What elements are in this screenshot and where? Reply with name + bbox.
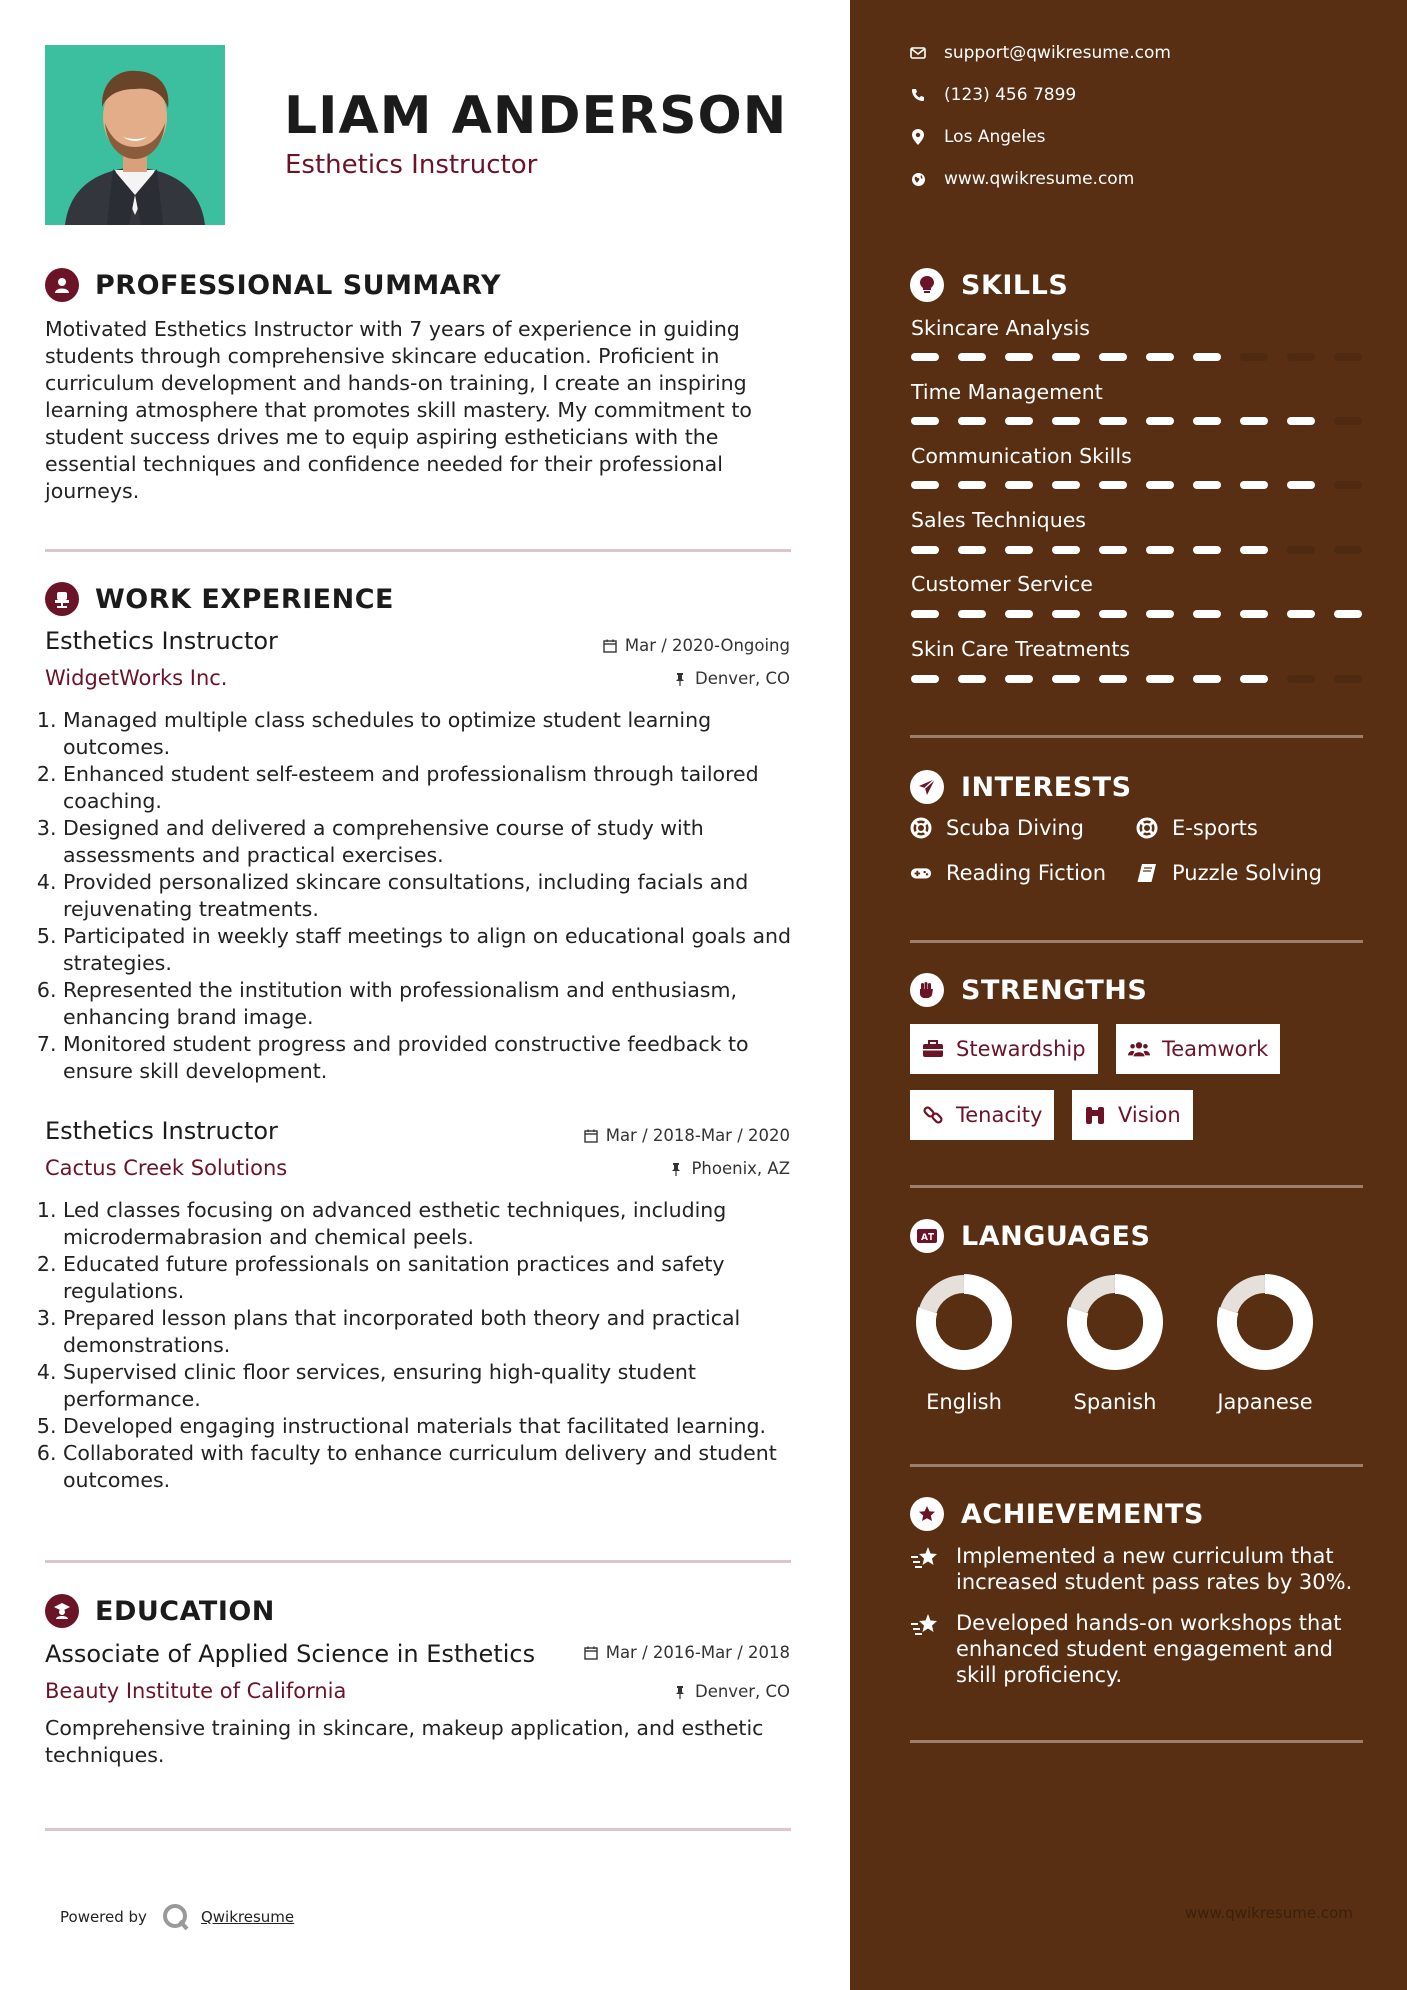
skill-dash-filled bbox=[1193, 417, 1221, 425]
divider bbox=[45, 1828, 791, 1831]
strength-label: Teamwork bbox=[1162, 1037, 1269, 1061]
pin-icon bbox=[673, 1685, 687, 1699]
skill-meter bbox=[911, 546, 1362, 554]
skill-meter bbox=[911, 675, 1362, 683]
language-ring-center bbox=[1087, 1294, 1143, 1350]
company-name: WidgetWorks Inc. bbox=[45, 666, 228, 690]
powered-by-label: Powered by bbox=[60, 1908, 147, 1926]
skill-dash-filled bbox=[1099, 675, 1127, 683]
achievements-heading bbox=[910, 1497, 1204, 1531]
interest-item bbox=[910, 816, 1084, 840]
website-text: www.qwikresume.com bbox=[944, 169, 1135, 189]
skill-dash-empty bbox=[1334, 417, 1362, 425]
job-dates-text: Mar / 2020-Ongoing bbox=[624, 636, 790, 655]
skill-dash-filled bbox=[1334, 610, 1362, 618]
contact-phone[interactable] bbox=[910, 85, 1076, 105]
skill-dash-filled bbox=[1099, 610, 1127, 618]
skill-meter bbox=[911, 481, 1362, 489]
experience-title: WORK EXPERIENCE bbox=[95, 583, 394, 615]
skill-dash-filled bbox=[1240, 675, 1268, 683]
education-title: EDUCATION bbox=[95, 1595, 275, 1627]
skill-dash-filled bbox=[958, 546, 986, 554]
skill-dash-filled bbox=[1146, 481, 1174, 489]
interest-item bbox=[1136, 816, 1258, 840]
contact-location bbox=[910, 127, 1046, 147]
achievement-text: Developed hands-on workshops that enhanced student engagement and skill proficiency. bbox=[956, 1611, 1342, 1687]
skill-dash-filled bbox=[1240, 481, 1268, 489]
user-icon bbox=[45, 268, 79, 302]
education-location-text: Denver, CO bbox=[694, 1682, 790, 1701]
divider bbox=[910, 1740, 1363, 1743]
lifebuoy-icon bbox=[1136, 817, 1158, 839]
education-dates-text: Mar / 2016-Mar / 2018 bbox=[605, 1643, 790, 1662]
users-icon bbox=[1128, 1038, 1150, 1060]
job-location bbox=[673, 669, 790, 688]
company-name: Cactus Creek Solutions bbox=[45, 1156, 288, 1180]
language-label: English bbox=[926, 1390, 1002, 1414]
skill-dash-empty bbox=[1334, 353, 1362, 361]
strength-chip bbox=[910, 1090, 1054, 1140]
skill-dash-filled bbox=[1005, 481, 1033, 489]
skill-dash-filled bbox=[1099, 481, 1127, 489]
language-label: Japanese bbox=[1217, 1390, 1313, 1414]
list-item: 6. Represented the institution with professionalism and enthusiasm, enhancing brand image. bbox=[63, 977, 813, 1031]
shooting-star-icon bbox=[910, 1612, 940, 1640]
language-ring bbox=[1065, 1272, 1165, 1372]
skill-dash-filled bbox=[911, 353, 939, 361]
language-ring-center bbox=[1237, 1294, 1293, 1350]
powered-by bbox=[60, 1902, 294, 1932]
language-ring-center bbox=[936, 1294, 992, 1350]
skill-meter bbox=[911, 417, 1362, 425]
job-location-text: Denver, CO bbox=[694, 669, 790, 688]
book-icon bbox=[1136, 862, 1158, 884]
skill-dash-empty bbox=[1334, 675, 1362, 683]
summary-title: PROFESSIONAL SUMMARY bbox=[95, 269, 502, 301]
list-item: 2. Educated future professionals on sanitation practices and safety regulations. bbox=[63, 1251, 813, 1305]
interest-label: Puzzle Solving bbox=[1172, 861, 1322, 885]
candidate-name: LIAM ANDERSON bbox=[284, 86, 788, 146]
language-ring bbox=[1215, 1272, 1315, 1372]
skill-name: Skin Care Treatments bbox=[911, 637, 1131, 661]
skill-dash-empty bbox=[1287, 353, 1315, 361]
strength-label: Vision bbox=[1118, 1103, 1181, 1127]
list-item: 4. Provided personalized skincare consultations, including facials and rejuvenating treatments. bbox=[63, 869, 813, 923]
list-item: 3. Prepared lesson plans that incorporated both theory and practical demonstrations. bbox=[63, 1305, 813, 1359]
job-title: Esthetics Instructor bbox=[45, 627, 278, 655]
paper-plane-icon bbox=[910, 770, 944, 804]
education-dates bbox=[584, 1643, 790, 1662]
achievements-title: ACHIEVEMENTS bbox=[961, 1498, 1204, 1530]
skill-dash-filled bbox=[958, 417, 986, 425]
skill-dash-filled bbox=[1240, 546, 1268, 554]
globe-icon bbox=[910, 171, 926, 187]
skill-dash-empty bbox=[1240, 353, 1268, 361]
strength-label: Tenacity bbox=[956, 1103, 1043, 1127]
skill-dash-filled bbox=[1052, 353, 1080, 361]
skill-dash-filled bbox=[1146, 353, 1174, 361]
skill-dash-empty bbox=[1334, 481, 1362, 489]
school-name: Beauty Institute of California bbox=[45, 1679, 347, 1703]
fist-icon bbox=[910, 973, 944, 1007]
contact-website[interactable] bbox=[910, 169, 1134, 189]
skill-dash-filled bbox=[1146, 417, 1174, 425]
shooting-star-icon bbox=[910, 1545, 940, 1573]
pin-icon bbox=[673, 672, 687, 686]
calendar-icon bbox=[603, 639, 617, 653]
experience-heading bbox=[45, 582, 394, 616]
strength-chip bbox=[1116, 1024, 1280, 1074]
list-item: 5. Participated in weekly staff meetings to align on educational goals and strategies. bbox=[63, 923, 813, 977]
degree-title: Associate of Applied Science in Esthetics bbox=[45, 1640, 536, 1668]
email-text: support@qwikresume.com bbox=[944, 43, 1171, 63]
skill-dash-filled bbox=[1052, 546, 1080, 554]
skill-dash-filled bbox=[911, 481, 939, 489]
binoculars-icon bbox=[1084, 1104, 1106, 1126]
language-item bbox=[1040, 1272, 1190, 1414]
divider bbox=[910, 1464, 1363, 1467]
skill-dash-filled bbox=[1240, 417, 1268, 425]
skill-dash-filled bbox=[1193, 546, 1221, 554]
list-item: 7. Monitored student progress and provided constructive feedback to ensure skill development. bbox=[63, 1031, 813, 1085]
graduate-icon bbox=[45, 1594, 79, 1628]
skill-dash-filled bbox=[1287, 481, 1315, 489]
skill-dash-filled bbox=[958, 675, 986, 683]
job-title: Esthetics Instructor bbox=[45, 1117, 278, 1145]
skill-dash-filled bbox=[958, 610, 986, 618]
education-location bbox=[673, 1682, 790, 1701]
strength-chip bbox=[1072, 1090, 1193, 1140]
link-icon bbox=[922, 1104, 944, 1126]
profile-photo bbox=[45, 45, 225, 225]
list-item: 5. Developed engaging instructional materials that facilitated learning. bbox=[63, 1413, 813, 1440]
skill-dash-filled bbox=[958, 481, 986, 489]
summary-heading bbox=[45, 268, 501, 302]
skill-name: Communication Skills bbox=[911, 444, 1132, 468]
calendar-icon bbox=[584, 1646, 598, 1660]
skill-dash-empty bbox=[1287, 546, 1315, 554]
education-heading bbox=[45, 1594, 275, 1628]
skill-name: Sales Techniques bbox=[911, 508, 1086, 532]
achievement-item bbox=[910, 1543, 1360, 1595]
lightbulb-icon bbox=[910, 268, 944, 302]
skill-dash-filled bbox=[1005, 417, 1033, 425]
skill-dash-empty bbox=[1287, 675, 1315, 683]
translate-icon bbox=[910, 1219, 944, 1253]
skill-dash-filled bbox=[1099, 417, 1127, 425]
skill-dash-filled bbox=[958, 353, 986, 361]
skill-dash-filled bbox=[1240, 610, 1268, 618]
skill-dash-filled bbox=[1052, 417, 1080, 425]
skill-name: Time Management bbox=[911, 380, 1103, 404]
skill-dash-filled bbox=[1287, 610, 1315, 618]
skill-dash-filled bbox=[1052, 610, 1080, 618]
skill-dash-filled bbox=[1005, 675, 1033, 683]
skill-dash-filled bbox=[1146, 675, 1174, 683]
calendar-icon bbox=[584, 1129, 598, 1143]
list-item: 6. Collaborated with faculty to enhance curriculum delivery and student outcomes. bbox=[63, 1440, 813, 1494]
skill-dash-filled bbox=[1193, 675, 1221, 683]
skill-dash-filled bbox=[911, 675, 939, 683]
skill-dash-filled bbox=[1005, 353, 1033, 361]
language-ring bbox=[914, 1272, 1014, 1372]
skill-dash-filled bbox=[1193, 481, 1221, 489]
skill-dash-filled bbox=[911, 546, 939, 554]
briefcase-icon bbox=[922, 1038, 944, 1060]
footer-website: www.qwikresume.com bbox=[1185, 1904, 1353, 1922]
language-item bbox=[889, 1272, 1039, 1414]
achievement-text: Implemented a new curriculum that increased student pass rates by 30%. bbox=[956, 1544, 1353, 1594]
interest-item bbox=[910, 861, 1106, 885]
skill-dash-filled bbox=[1146, 546, 1174, 554]
strength-label: Stewardship bbox=[956, 1037, 1086, 1061]
languages-title: LANGUAGES bbox=[961, 1220, 1151, 1252]
candidate-role: Esthetics Instructor bbox=[285, 150, 538, 180]
skill-dash-filled bbox=[1005, 610, 1033, 618]
summary-text: Motivated Esthetics Instructor with 7 years of experience in guiding students through comprehensive skincare education. Proficient in curriculum development and hands-on training, I create an inspiring learning atmosphere that promotes skill mastery. My commitment to student success drives me to equip aspiring estheticians with the essential techniques and confidence needed for their professional journeys. bbox=[45, 317, 752, 503]
job-dates-text: Mar / 2018-Mar / 2020 bbox=[605, 1126, 790, 1145]
skill-dash-filled bbox=[1099, 353, 1127, 361]
achievement-item bbox=[910, 1610, 1360, 1688]
divider bbox=[45, 549, 791, 552]
star-badge-icon bbox=[910, 1497, 944, 1531]
strengths-title: STRENGTHS bbox=[961, 974, 1148, 1006]
interest-label: E-sports bbox=[1172, 816, 1258, 840]
list-item: 1. Managed multiple class schedules to optimize student learning outcomes. bbox=[63, 707, 813, 761]
interest-label: Scuba Diving bbox=[946, 816, 1084, 840]
pin-icon bbox=[669, 1162, 683, 1176]
location-text: Los Angeles bbox=[944, 127, 1046, 147]
job-bullets bbox=[45, 707, 813, 1085]
divider bbox=[910, 940, 1363, 943]
skill-dash-filled bbox=[1287, 417, 1315, 425]
job-dates bbox=[584, 1126, 790, 1145]
language-label: Spanish bbox=[1073, 1390, 1157, 1414]
skill-name: Skincare Analysis bbox=[911, 316, 1090, 340]
skills-heading bbox=[910, 268, 1068, 302]
list-item: 1. Led classes focusing on advanced esthetic techniques, including microdermabrasion and chemical peels. bbox=[63, 1197, 813, 1251]
qwikresume-logo-icon bbox=[161, 1902, 191, 1932]
interests-heading bbox=[910, 770, 1132, 804]
skill-dash-filled bbox=[1193, 353, 1221, 361]
envelope-icon bbox=[910, 45, 926, 61]
skill-dash-filled bbox=[1146, 610, 1174, 618]
strength-chip bbox=[910, 1024, 1098, 1074]
skill-dash-filled bbox=[1193, 610, 1221, 618]
job-bullets bbox=[45, 1197, 813, 1494]
skills-title: SKILLS bbox=[961, 269, 1069, 301]
job-dates bbox=[603, 636, 790, 655]
divider bbox=[45, 1560, 791, 1563]
skill-dash-filled bbox=[1099, 546, 1127, 554]
skill-name: Customer Service bbox=[911, 572, 1093, 596]
list-item: 4. Supervised clinic floor services, ensuring high-quality student performance. bbox=[63, 1359, 813, 1413]
svg-text:A: A bbox=[921, 1233, 928, 1243]
strengths-heading bbox=[910, 973, 1147, 1007]
divider bbox=[910, 1185, 1363, 1188]
phone-icon bbox=[910, 87, 926, 103]
list-item: 3. Designed and delivered a comprehensive course of study with assessments and practical exercises. bbox=[63, 815, 813, 869]
skill-dash-filled bbox=[1052, 481, 1080, 489]
briefcase-chair-icon bbox=[45, 582, 79, 616]
skill-dash-filled bbox=[1052, 675, 1080, 683]
list-item: 2. Enhanced student self-esteem and professionalism through tailored coaching. bbox=[63, 761, 813, 815]
map-marker-icon bbox=[910, 129, 926, 145]
interest-label: Reading Fiction bbox=[946, 861, 1107, 885]
job-location-text: Phoenix, AZ bbox=[691, 1159, 790, 1178]
languages-heading bbox=[910, 1219, 1150, 1253]
job-location bbox=[669, 1159, 790, 1178]
education-text: Comprehensive training in skincare, makeup application, and esthetic techniques. bbox=[45, 1716, 764, 1767]
skill-dash-filled bbox=[911, 417, 939, 425]
language-item bbox=[1190, 1272, 1340, 1414]
gamepad-icon bbox=[910, 862, 932, 884]
interests-title: INTERESTS bbox=[961, 771, 1132, 803]
skill-meter bbox=[911, 353, 1362, 361]
phone-text: (123) 456 7899 bbox=[944, 85, 1077, 105]
skill-dash-empty bbox=[1334, 546, 1362, 554]
divider bbox=[910, 735, 1363, 738]
interest-item bbox=[1136, 861, 1322, 885]
qwikresume-link[interactable]: Qwikresume bbox=[200, 1908, 295, 1926]
skill-meter bbox=[911, 610, 1362, 618]
lifebuoy-icon bbox=[910, 817, 932, 839]
skill-dash-filled bbox=[911, 610, 939, 618]
skill-dash-filled bbox=[1005, 546, 1033, 554]
contact-email[interactable] bbox=[910, 43, 1171, 63]
